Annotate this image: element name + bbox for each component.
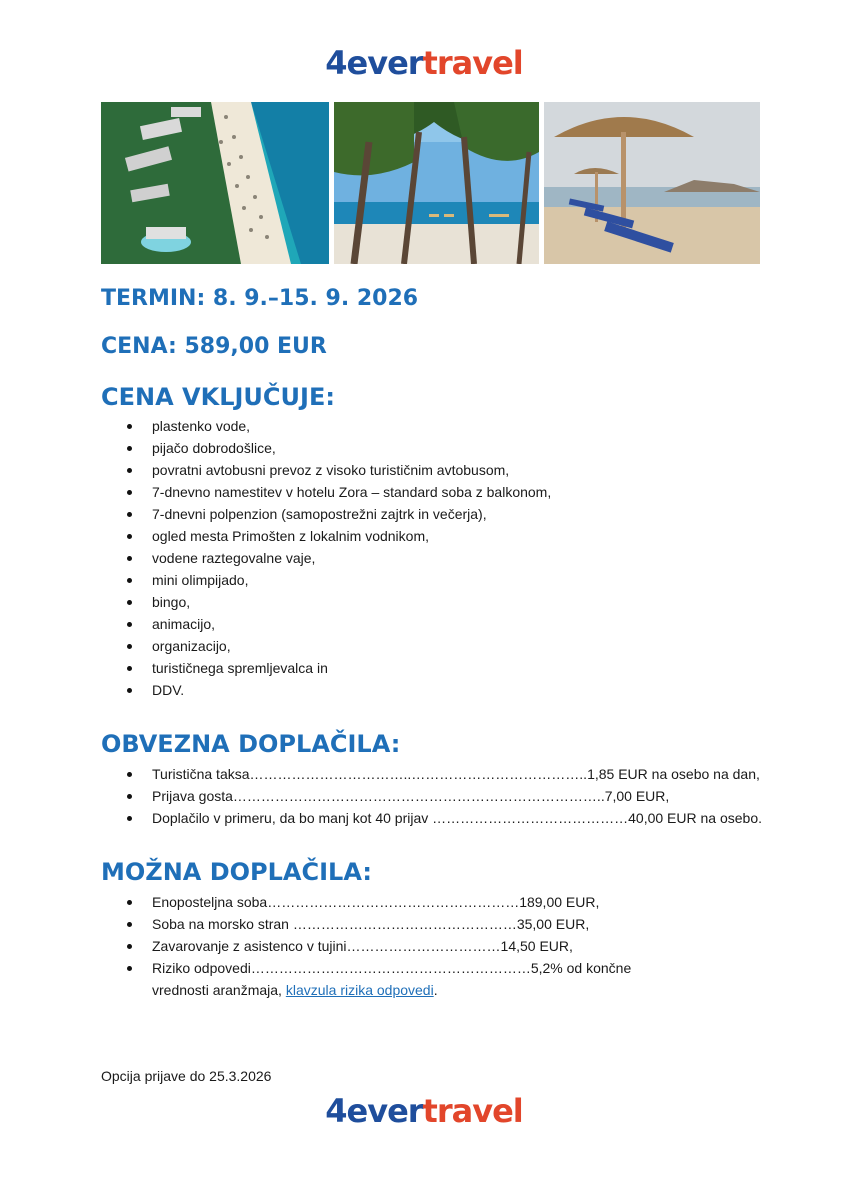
- list-item: Enoposteljna soba………………………………………………189,00 EUR,: [101, 891, 682, 913]
- logo-bottom: 4evertravel: [325, 1092, 523, 1130]
- registration-deadline: Opcija prijave do 25.3.2026: [101, 1068, 272, 1084]
- list-item: animacijo,: [101, 613, 551, 635]
- cancellation-risk-text: Riziko odpovedi……………………………………………………5,2% od končne vrednosti aranžmaja,: [152, 960, 632, 998]
- list-item: bingo,: [101, 591, 551, 613]
- list-item: mini olimpijado,: [101, 569, 551, 591]
- list-item: povratni avtobusni prevoz z visoko turističnim avtobusom,: [101, 459, 551, 481]
- list-item: 7-dnevni polpenzion (samopostrežni zajtrk in večerja),: [101, 503, 551, 525]
- list-item: organizacijo,: [101, 635, 551, 657]
- list-item: vodene raztegovalne vaje,: [101, 547, 551, 569]
- mandatory-surcharges-list: [101, 763, 762, 829]
- optional-surcharges-list: [101, 891, 682, 1001]
- included-list: [101, 415, 551, 701]
- list-item: plastenko vode,: [101, 415, 551, 437]
- list-item-cancellation-risk: [101, 957, 682, 1001]
- logo-top: 4evertravel: [325, 44, 523, 82]
- list-item: DDV.: [101, 679, 551, 701]
- photo-umbrellas-loungers-beach: [544, 102, 760, 264]
- list-item: Doplačilo v primeru, da bo manj kot 40 prijav ……………………………………40,00 EUR na osebo.: [101, 807, 762, 829]
- list-item: Soba na morsko stran …………………………………………35,00 EUR,: [101, 913, 682, 935]
- photo-pine-trees-beach: [334, 102, 539, 264]
- list-item: pijačo dobrodošlice,: [101, 437, 551, 459]
- list-item: Prijava gosta……………………………………………………………………..7,00 EUR,: [101, 785, 762, 807]
- mandatory-surcharges-heading: OBVEZNA DOPLAČILA:: [101, 730, 401, 758]
- included-heading: CENA VKLJUČUJE:: [101, 383, 335, 411]
- cancellation-risk-end: .: [433, 982, 438, 998]
- list-item: ogled mesta Primošten z lokalnim vodnikom,: [101, 525, 551, 547]
- termin-heading: TERMIN: 8. 9.–15. 9. 2026: [101, 286, 419, 311]
- cancellation-risk-link[interactable]: klavzula rizika odpovedi: [285, 982, 434, 998]
- price-heading: CENA: 589,00 EUR: [101, 334, 327, 359]
- optional-surcharges-heading: MOŽNA DOPLAČILA:: [101, 858, 372, 886]
- list-item: turističnega spremljevalca in: [101, 657, 551, 679]
- list-item: 7-dnevno namestitev v hotelu Zora – standard soba z balkonom,: [101, 481, 551, 503]
- list-item: Zavarovanje z asistenco v tujini……………………………14,50 EUR,: [101, 935, 682, 957]
- list-item: Turistična taksa……………………………..………………………………..1,85 EUR na osebo na dan,: [101, 763, 762, 785]
- photo-aerial-beach-resort: [101, 102, 329, 264]
